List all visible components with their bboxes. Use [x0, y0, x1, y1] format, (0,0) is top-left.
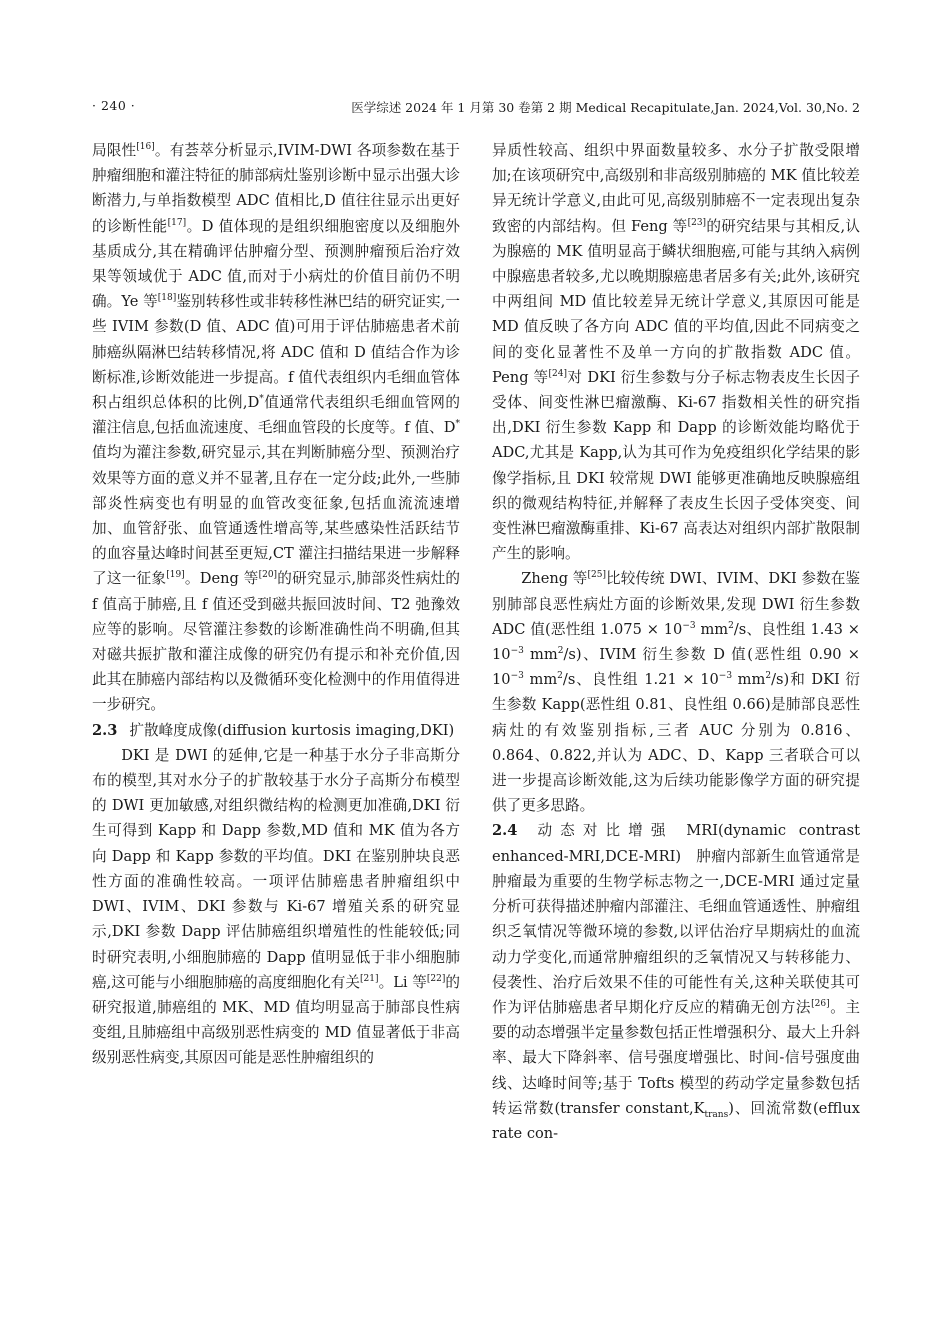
journal-header: 医学综述 2024 年 1 月第 30 卷第 2 期 Medical Recapitulate,Jan. 2024,Vol. 30,No. 2: [351, 100, 860, 115]
paragraph: 异质性较高、组织中界面数量较多、水分子扩散受限增加;在该项研究中,高级别和非高级别肺癌的 MK 值比较差异无统计学意义,由此可见,高级别肺癌不一定表现出复杂致密的内部结构。但 Feng 等[23]的研究结果与其相反,认为腺癌的 MK 值明显高于鳞状细胞癌,可能与其纳入病例中腺癌患者较多,尤以晚期腺癌患者居多有关;此外,该研究中两组间 MD 值比较差异无统计学意义,其原因可能是 MD 值反映了各方向 ADC 值的平均值,因此不同病变之间的变化显著性不及单一方向的扩散指数 ADC 值。Peng 等[24]对 DKI 衍生参数与分子标志物表皮生长因子受体、间变性淋巴瘤激酶、Ki-67 指数相关性的研究指出,DKI 衍生参数 Kapp 和 Dapp 的诊断效能均略优于 ADC,尤其是 Kapp,认为其可作为免疫组织化学结果的影像学指标,且 DKI 较常规 DWI 能够更准确地反映腺癌组织的微观结构特征,并解释了表皮生长因子受体突变、间变性淋巴瘤激酶重排、Ki-67 高表达对组织内部扩散限制产生的影响。: [492, 142, 861, 563]
citation[interactable]: [23]: [687, 217, 707, 228]
right-column: [492, 138, 860, 1146]
page-number: · 240 ·: [92, 98, 136, 113]
citation[interactable]: [25]: [587, 570, 606, 581]
citation[interactable]: [22]: [426, 973, 446, 984]
citation[interactable]: [21]: [360, 973, 379, 984]
citation[interactable]: [17]: [167, 217, 187, 228]
paragraph: Zheng 等[25]比较传统 DWI、IVIM、DKI 参数在鉴别肺部良恶性病灶方面的诊断效果,发现 DWI 衍生参数 ADC 值(恶性组 $1.075 \times 10^{-3}$ $mm^2/s$、良性组 $1.43 \times 10^{-3}$ $mm^2/s$)、IVIM 衍生参数 D 值(恶性组 $0.90 \times 10^{-3}$ $mm^2/s$、良性组 $1.21 \times 10^{-3}$ $mm^2/s$)和 DKI 衍生参数 Kapp(恶性组 0.81、良性组 0.66)是肺部良恶性病灶的有效鉴别指标,三者 AUC 分别为 0.816、0.864、0.822,并认为 ADC、D、Kapp 三者联合可以进一步提高诊断效能,这为后续功能影像学方面的研究提供了更多思路。: [492, 570, 861, 815]
paragraph: DKI 是 DWI 的延伸,它是一种基于水分子非高斯分布的模型,其对水分子的扩散较基于水分子高斯分布模型的 DWI 更加敏感,对组织微结构的检测更加准确,DKI 衍生可得到 Kapp 和 Dapp 参数,MD 值和 MK 值为各方向 Dapp 和 Kapp 参数的平均值。DKI 在鉴别肿块良恶性方面的准确性较高。一项评估肺癌患者肿瘤组织中 DWI、IVIM、DKI 参数与 Ki-67 增殖关系的研究显示,DKI 参数 Dapp 评估肺癌组织增殖性的性能较低;同时研究表明,小细胞肺癌的 Dapp 值明显低于非小细胞肺癌,这可能与小细胞肺癌的高度细胞化有关[21]。Li 等[22]的研究报道,肺癌组的 MK、MD 值均明显高于肺部良性病变组,且肺癌组中高级别恶性病变的 MD 值显著低于非高级别恶性病变,其原因可能是恶性肿瘤组织的: [92, 746, 460, 1067]
section-number: 2.4: [492, 822, 518, 840]
citation[interactable]: [19]: [166, 570, 185, 581]
citation[interactable]: [24]: [548, 368, 568, 379]
section-title: 动态对比增强 MRI(dynamic contrast enhanced-MRI,DCE-MRI): [492, 822, 860, 865]
section-2-4: 2.4 动态对比增强 MRI(dynamic contrast enhanced-MRI,DCE-MRI) 肿瘤内部新生血管通常是肿瘤最为重要的生物学标志物之一,DCE-MRI 通过定量分析可获得描述肿瘤内部灌注、毛细血管通透性、肿瘤组织乏氧情况等微环境的参数,以评估治疗早期病灶的血流动力学变化,而通常肿瘤组织的乏氧情况又与转移能力、侵袭性、治疗后效果不佳的可能性有关,这种关联使其可作为评估肺癌患者早期化疗反应的精确无创方法[26]。主要的动态增强半定量参数包括正性增强积分、最大上升斜率、最大下降斜率、信号强度增强比、时间-信号强度曲线、达峰时间等;基于 Tofts 模型的药动学定量参数包括转运常数(transfer $constant,K_{trans}$)、回流常数(efflux rate con-: [492, 822, 860, 1142]
citation[interactable]: [26]: [811, 998, 830, 1009]
left-column: [92, 138, 460, 1071]
section-heading-2-3: 2.3 扩散峰度成像(diffusion kurtosis imaging,DKI): [92, 721, 455, 739]
citation[interactable]: [16]: [136, 142, 155, 152]
citation[interactable]: [18]: [157, 293, 177, 304]
paragraph: 局限性[16]。有荟萃分析显示,IVIM-DWI 各项参数在基于肿瘤细胞和灌注特征的肺部病灶鉴别诊断中显示出强大诊断潜力,与单指数模型 ADC 值相比,D 值往往显示出更好的诊断性能[17]。D 值体现的是组织细胞密度以及细胞外基质成分,其在精确评估肿瘤分型、预测肿瘤预后治疗效果等领域优于 ADC 值,而对于小病灶的价值目前仍不明确。Ye 等[18]鉴别转移性或非转移性淋巴结的研究证实,一些 IVIM 参数(D 值、ADC 值)可用于评估肺癌患者术前肺癌纵隔淋巴结转移情况,将 ADC 值和 D 值结合作为诊断标准,诊断效能进一步提高。f 值代表组织内毛细血管体积占组织总体积的比例,D*值通常代表组织毛细血管网的灌注信息,包括血流速度、毛细血管段的长度等。f 值、D*值均为灌注参数,研究显示,其在判断肺癌分型、预测治疗效果等方面的意义并不显著,且存在一定分歧;此外,一些肺部炎性病变也有明显的血管改变征象,包括血流流速增加、血管舒张、血管通透性增高等,某些感染性活跃结节的血容量达峰时间甚至更短,CT 灌注扫描结果进一步解释了这一征象[19]。Deng 等[20]的研究显示,肺部炎性病灶的 f 值高于肺癌,且 f 值还受到磁共振回波时间、T2 弛豫效应等的影响。尽管灌注参数的诊断准确性尚不明确,但其对磁共振扩散和灌注成像的研究仍有提示和补充价值,因此其在肺癌内部结构以及微循环变化检测中的作用值得进一步研究。: [92, 142, 461, 714]
page-header: [92, 98, 860, 118]
citation[interactable]: [20]: [258, 570, 278, 581]
